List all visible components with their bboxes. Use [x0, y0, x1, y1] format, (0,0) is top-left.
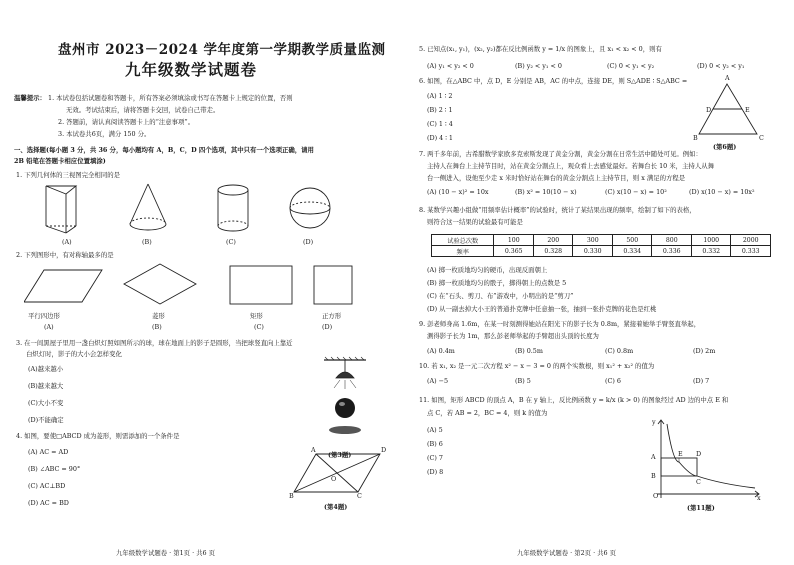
- table-cell: 0.336: [652, 246, 692, 257]
- q2-name-c: 矩形: [250, 312, 263, 320]
- q7-option-a[interactable]: (A) (10 − x)² = 10x: [427, 188, 489, 196]
- q2-option-c[interactable]: (C): [254, 323, 264, 331]
- q6-label-c: C: [759, 134, 764, 142]
- q6-option-c[interactable]: (C) 1 ∶ 4: [427, 120, 453, 128]
- q10-option-b[interactable]: (B) 5: [515, 377, 531, 385]
- q2-option-b[interactable]: (B): [152, 323, 162, 331]
- q3-option-c[interactable]: (C)大小不变: [28, 399, 64, 407]
- notice-1b: 无效。考试结束后，请将答题卡交回，试卷自己带走。: [66, 106, 220, 114]
- q10-option-a[interactable]: (A) −5: [427, 377, 449, 385]
- question-7c: 台一侧进入，设他至少走 x 米时恰好站在舞台的黄金分割点上主持节目，则 x 满足的方程是: [427, 174, 686, 182]
- table-cell: 0.333: [731, 246, 771, 257]
- q6-label-d: D: [706, 106, 712, 114]
- q2-name-a: 平行四边形: [28, 312, 60, 320]
- table-cell: 0.332: [691, 246, 731, 257]
- q9-option-c[interactable]: (C) 0.8m: [605, 347, 634, 355]
- q11-label-o: O: [653, 492, 659, 500]
- q1-option-d[interactable]: (D): [303, 238, 314, 246]
- q4-label-c: C: [357, 492, 362, 500]
- q10-option-d[interactable]: (D) 7: [693, 377, 710, 385]
- q11-caption: (第11题): [687, 504, 715, 512]
- q3-option-d[interactable]: (D)不能确定: [28, 416, 64, 424]
- shadow-icon: [329, 426, 361, 434]
- q4-option-a[interactable]: (A) AC = AD: [28, 448, 69, 456]
- cylinder-shape: [218, 185, 248, 231]
- section-1-heading-b: 2B 铅笔在答题卡相应位置填涂): [14, 157, 106, 165]
- q1-option-b[interactable]: (B): [142, 238, 152, 246]
- cone-shape: [130, 184, 166, 230]
- q11-label-y: y: [652, 418, 656, 426]
- right-footer: 九年级数学试题卷 · 第2页 · 共6 页: [517, 549, 617, 557]
- q6-label-e: E: [745, 106, 750, 114]
- question-8b: 则符合这一结果的试验最有可能是: [427, 218, 523, 226]
- question-10: 10. 若 x₁, x₂ 是一元二次方程 x² − x − 3 = 0 的两个实数根，则 x₁² + x₂² 的值为: [419, 362, 655, 370]
- table-cell: 1000: [691, 235, 731, 246]
- table-cell: 0.365: [494, 246, 534, 257]
- question-7b: 主持人在舞台上主持节目时，站在黄金分割点上，观众看上去感觉最好。若舞台长 10 米，主持人从舞: [427, 162, 714, 170]
- q11-label-e: E: [678, 450, 683, 458]
- q6-label-b: B: [693, 134, 698, 142]
- table-header-row: [432, 235, 771, 246]
- q4-label-a: A: [311, 446, 316, 454]
- question-7: 7. 两千多年前，古希腊数学家欧多克索斯发现了黄金分割，黄金分割在日常生活中随处可见。例如：: [419, 150, 702, 158]
- q9-option-a[interactable]: (A) 0.4m: [427, 347, 455, 355]
- table-cell: 试验总次数: [432, 235, 494, 246]
- q7-option-c[interactable]: (C) x(10 − x) = 10²: [605, 188, 667, 196]
- q9-option-d[interactable]: (D) 2m: [693, 347, 716, 355]
- right-page: [397, 0, 794, 565]
- notice-block: [14, 94, 293, 102]
- question-6: 6. 如图，在△ABC 中，点 D，E 分别是 AB，AC 的中点，连接 DE，则 S△ADE ∶ S△ABC =: [419, 77, 688, 85]
- question-2: 2. 下列图形中，有对称轴最多的是: [16, 251, 114, 259]
- parallelogram-shape: [24, 270, 102, 302]
- q1-option-c[interactable]: (C): [226, 238, 236, 246]
- q8-option-b[interactable]: (B) 掷一枚质地均匀的骰子，掷得朝上的点数是 5: [427, 279, 567, 287]
- q3-caption: (第3题): [328, 451, 352, 459]
- question-3b: 白炽灯时，影子的大小会怎样变化: [26, 350, 122, 358]
- table-cell: 2000: [731, 235, 771, 246]
- table-cell: 300: [573, 235, 613, 246]
- q11-option-b[interactable]: (B) 6: [427, 440, 443, 448]
- q2-name-d: 正方形: [322, 312, 342, 320]
- table-cell: 800: [652, 235, 692, 246]
- sphere-shape: [290, 188, 330, 228]
- q8-option-d[interactable]: (D) 从一副去掉大小王的普通扑克牌中任意抽一张，抽到一张扑克牌的花色是红桃: [427, 305, 657, 313]
- q4-option-b[interactable]: (B) ∠ABC = 90°: [28, 465, 81, 473]
- q5-option-c[interactable]: (C) 0 < y₁ < y₂: [607, 62, 655, 70]
- table-cell: 频率: [432, 246, 494, 257]
- q3-option-a[interactable]: (A)越来越小: [28, 365, 64, 373]
- q1-option-a[interactable]: (A): [62, 238, 72, 246]
- rectangle-shape: [230, 266, 292, 304]
- q4-label-b: B: [289, 492, 294, 500]
- q11-option-c[interactable]: (C) 7: [427, 454, 443, 462]
- lamp-shade-icon: [336, 372, 354, 378]
- q11-label-b: B: [651, 472, 656, 480]
- q11-graph-figure: [651, 418, 763, 500]
- table-cell: 0.328: [533, 246, 573, 257]
- question-9b: 测得影子长为 1m，那么彭老师举起的手臂超出头顶的长度为: [427, 332, 599, 340]
- table-cell: 100: [494, 235, 534, 246]
- q7-option-d[interactable]: (D) x(10 − x) = 10x²: [689, 188, 755, 196]
- q4-parallelogram-figure: [286, 448, 386, 500]
- frequency-table: [431, 234, 771, 257]
- question-5: 5. 已知点(x₁, y₁)，(x₂, y₂)都在反比例函数 y = 1/x 的图象上，且 x₁ < x₂ < 0，则有: [419, 45, 662, 53]
- question-11b: 点 C，若 AB = 2，BC = 4，则 k 的值为: [427, 409, 548, 417]
- question-4: 4. 如图，要使□ABCD 成为菱形，则需添加的一个条件是: [16, 432, 180, 440]
- prism-shape: [46, 186, 76, 233]
- q4-option-d[interactable]: (D) AC = BD: [28, 499, 69, 507]
- exam-title: 盘州市 2023－2024 学年度第一学期教学质量监测: [58, 42, 386, 58]
- q6-option-a[interactable]: (A) 1 ∶ 2: [427, 92, 453, 100]
- rhombus-shape: [124, 264, 196, 304]
- section-1-heading: 一、选择题(每小题 3 分，共 36 分，每小题均有 A，B，C，D 四个选项，其中只有一个选项正确，请用: [14, 146, 314, 154]
- q11-option-d[interactable]: (D) 8: [427, 468, 444, 476]
- table-row: [432, 246, 771, 257]
- q2-name-b: 菱形: [152, 312, 165, 320]
- table-cell: 0.334: [612, 246, 652, 257]
- q11-label-x: x: [757, 494, 761, 502]
- q9-option-b[interactable]: (B) 0.5m: [515, 347, 543, 355]
- q2-option-a[interactable]: (A): [44, 323, 54, 331]
- question-3: 3. 在一间黑屋子里用一盏白炽灯照如图所示的球，球在地面上的影子是圆形，当把球竖直向上靠近: [16, 339, 293, 347]
- square-shape: [314, 266, 352, 304]
- table-cell: 200: [533, 235, 573, 246]
- table-cell: 500: [612, 235, 652, 246]
- question-1: 1. 下列几何体的三视图完全相同的是: [16, 171, 120, 179]
- paper-title: 九年级数学试题卷: [125, 60, 258, 79]
- left-footer: 九年级数学试题卷 · 第1页 · 共6 页: [116, 549, 216, 557]
- q6-label-a: A: [725, 74, 730, 82]
- q4-label-d: D: [381, 446, 387, 454]
- q8-option-c[interactable]: (C) 在“石头、剪刀、布”游戏中，小明出的是“剪刀”: [427, 292, 574, 300]
- q1-solids-figure: [38, 178, 338, 236]
- question-9: 9. 彭老师身高 1.6m，在某一时刻测得她站在阳光下的影子长为 0.8m，紧接着她举手臂竖直举起，: [419, 320, 701, 328]
- q7-option-b[interactable]: (B) x² = 10(10 − x): [515, 188, 577, 196]
- question-11: 11. 如图，矩形 ABCD 的顶点 A，B 在 y 轴上，反比例函数 y = k/x (k > 0) 的图象经过 AD 边的中点 E 和: [419, 396, 729, 404]
- q5-option-b[interactable]: (B) y₂ < y₁ < 0: [515, 62, 562, 70]
- question-8: 8. 某数学兴趣小组做“用频率估计概率”的试验时，统计了某结果出现的频率，绘制了如下的表格，: [419, 206, 696, 214]
- q3-lamp-figure: [310, 356, 380, 448]
- q4-caption: (第4题): [324, 503, 348, 511]
- notice-2: 2. 答题前，请认真阅读答题卡上的“注意事项”。: [58, 118, 195, 126]
- q11-label-c: C: [696, 478, 701, 486]
- q11-label-a: A: [651, 453, 656, 461]
- q4-label-o: O: [331, 475, 337, 483]
- q2-option-d[interactable]: (D): [322, 323, 333, 331]
- notice-3: 3. 本试卷共6页，满分 150 分。: [58, 130, 151, 138]
- notice-label: 温馨提示：: [14, 94, 46, 102]
- q11-option-a[interactable]: (A) 5: [427, 426, 443, 434]
- q11-label-d: D: [696, 450, 702, 458]
- notice-1: 1. 本试卷包括试题卷和答题卡，所有答案必须填涂或书写在答题卡上规定的位置，否则: [48, 94, 293, 102]
- q5-option-d[interactable]: (D) 0 < y₂ < y₁: [697, 62, 745, 70]
- q6-option-d[interactable]: (D) 4 ∶ 1: [427, 134, 453, 142]
- q10-option-c[interactable]: (C) 6: [605, 377, 621, 385]
- q6-option-b[interactable]: (B) 2 ∶ 1: [427, 106, 453, 114]
- q8-option-a[interactable]: (A) 掷一枚质地均匀的硬币，出现反面朝上: [427, 266, 548, 274]
- ball-icon: [335, 398, 355, 418]
- q6-triangle-figure: [693, 80, 765, 140]
- q3-option-b[interactable]: (B)越来越大: [28, 382, 64, 390]
- q6-caption: (第6题): [713, 143, 737, 151]
- q5-option-a[interactable]: (A) y₁ < y₂ < 0: [427, 62, 474, 70]
- q4-option-c[interactable]: (C) AC⊥BD: [28, 482, 66, 490]
- table-cell: 0.330: [573, 246, 613, 257]
- q2-shapes-figure: [24, 262, 364, 310]
